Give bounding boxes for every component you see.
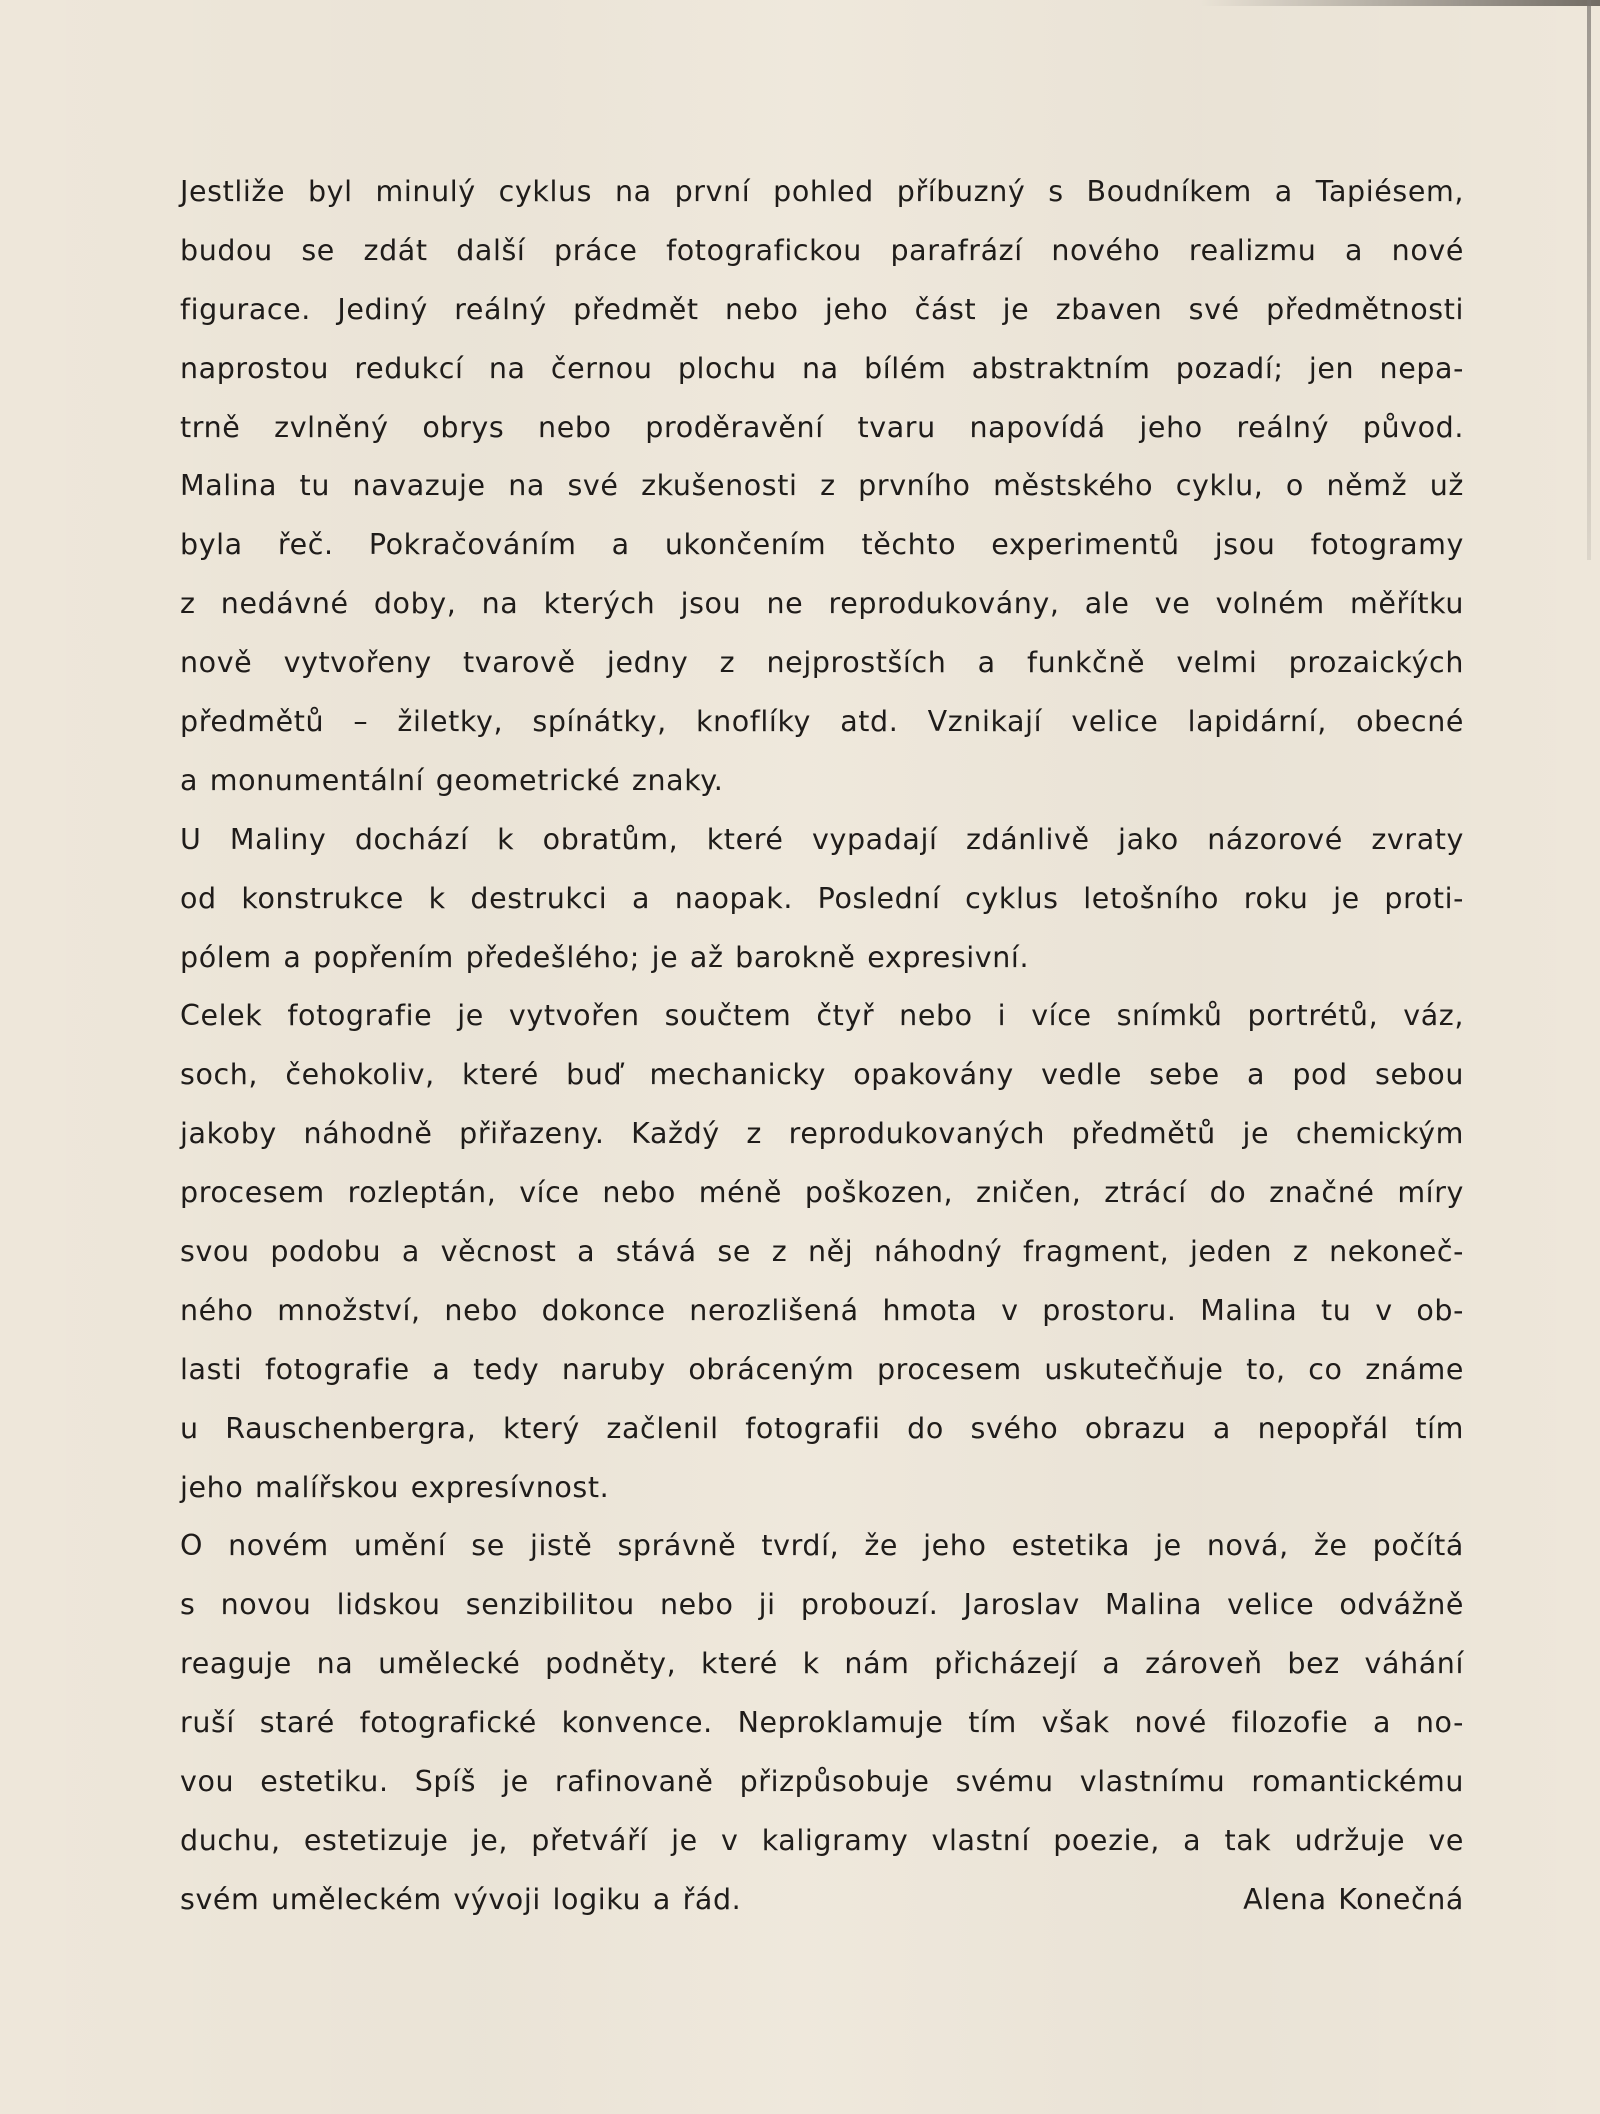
- text-line: [180, 1164, 1464, 1223]
- text-line: [180, 1635, 1464, 1694]
- text-line: [180, 1105, 1464, 1164]
- author-signature: Alena Konečná: [1243, 1882, 1464, 1916]
- text-line-content: s novou lidskou senzibilitou nebo ji probouzí. Jaroslav Malina velice odvážně: [180, 1588, 1464, 1622]
- text-line-content: U Maliny dochází k obratům, které vypadají zdánlivě jako názorové zvraty: [180, 822, 1464, 856]
- text-line-content: u Rauschenbergra, který začlenil fotografii do svého obrazu a nepopřál tím: [180, 1411, 1464, 1445]
- text-line-content: reaguje na umělecké podněty, které k nám přicházejí a zároveň bez váhání: [180, 1647, 1464, 1681]
- paragraph: [180, 987, 1464, 1517]
- text-line-content: Malina tu navazuje na své zkušenosti z prvního městského cyklu, o němž už: [180, 469, 1464, 503]
- text-line-content: O novém umění se jistě správně tvrdí, že jeho estetika je nová, že počítá: [180, 1529, 1464, 1563]
- text-line: [180, 693, 1464, 752]
- text-line-content: trně zvlněný obrys nebo proděravění tvaru napovídá jeho reálný původ.: [180, 410, 1464, 444]
- text-line: [180, 1517, 1464, 1576]
- text-line-content: od konstrukce k destrukci a naopak. Poslední cyklus letošního roku je proti-: [180, 881, 1464, 915]
- page-edge-shadow: [1200, 0, 1600, 6]
- text-line-content: vou estetiku. Spíš je rafinovaně přizpůsobuje svému vlastnímu romantickému: [180, 1765, 1464, 1799]
- text-line: [180, 1459, 1464, 1518]
- text-line-content: budou se zdát další práce fotografickou parafrází nového realizmu a nové: [180, 233, 1464, 267]
- text-line-content: pólem a popřením předešlého; je až barokně expresivní.: [180, 940, 1030, 974]
- text-line-content: předmětů – žiletky, spínátky, knoflíky atd. Vznikají velice lapidární, obecné: [180, 705, 1464, 739]
- text-line-content: a monumentální geometrické znaky.: [180, 763, 724, 797]
- text-line-content: svém uměleckém vývoji logiku a řád.: [180, 1882, 742, 1916]
- text-line: [180, 752, 1464, 811]
- text-line: [180, 163, 1464, 222]
- text-line: [180, 1576, 1464, 1635]
- text-line: [180, 1753, 1464, 1812]
- text-line: [180, 457, 1464, 516]
- text-line-content: soch, čehokoliv, které buď mechanicky opakovány vedle sebe a pod sebou: [180, 1058, 1464, 1092]
- text-line: [180, 575, 1464, 634]
- text-line-content: duchu, estetizuje je, přetváří je v kaligramy vlastní poezie, a tak udržuje ve: [180, 1823, 1464, 1857]
- text-line: [180, 281, 1464, 340]
- text-line-content: svou podobu a věcnost a stává se z něj náhodný fragment, jeden z nekoneč-: [180, 1235, 1464, 1269]
- text-line-content: ruší staré fotografické konvence. Neproklamuje tím však nové filozofie a no-: [180, 1706, 1464, 1740]
- text-line-content: nově vytvořeny tvarově jedny z nejprostších a funkčně velmi prozaických: [180, 646, 1464, 680]
- text-line: [180, 987, 1464, 1046]
- text-line: [180, 1223, 1464, 1282]
- text-line-content: Celek fotografie je vytvořen součtem čtyř nebo i více snímků portrétů, váz,: [180, 999, 1464, 1033]
- text-line: [180, 399, 1464, 458]
- text-line: [180, 1812, 1464, 1871]
- text-line-content: lasti fotografie a tedy naruby obráceným procesem uskutečňuje to, co známe: [180, 1352, 1464, 1386]
- text-line: [180, 1282, 1464, 1341]
- text-line-content: figurace. Jediný reálný předmět nebo jeho část je zbaven své předmětnosti: [180, 292, 1464, 326]
- text-line: [180, 340, 1464, 399]
- text-line-content: z nedávné doby, na kterých jsou ne reprodukovány, ale ve volném měřítku: [180, 587, 1464, 621]
- text-line: [180, 1400, 1464, 1459]
- text-line: [180, 516, 1464, 575]
- paragraph: [180, 163, 1464, 811]
- text-line-content: jakoby náhodně přiřazeny. Každý z reprodukovaných předmětů je chemickým: [180, 1117, 1464, 1151]
- text-line-content: byla řeč. Pokračováním a ukončením těchto experimentů jsou fotogramy: [180, 528, 1464, 562]
- text-line-content: ného množství, nebo dokonce nerozlišená hmota v prostoru. Malina tu v ob-: [180, 1293, 1464, 1327]
- text-line: [180, 870, 1464, 929]
- final-line-with-signature: [180, 1871, 1464, 1930]
- text-line: [180, 1046, 1464, 1105]
- text-line: [180, 634, 1464, 693]
- article-body: [180, 163, 1464, 1930]
- paragraph: [180, 811, 1464, 988]
- text-line: [180, 811, 1464, 870]
- paragraph: [180, 1517, 1464, 1929]
- text-line-content: Jestliže byl minulý cyklus na první pohled příbuzný s Boudníkem a Tapiésem,: [180, 175, 1464, 208]
- text-line: [180, 222, 1464, 281]
- text-line-content: jeho malířskou expresívnost.: [180, 1470, 610, 1504]
- text-line: [180, 1694, 1464, 1753]
- text-line-content: naprostou redukcí na černou plochu na bílém abstraktním pozadí; jen nepa-: [180, 351, 1464, 385]
- text-line: [180, 929, 1464, 988]
- text-line: [180, 1341, 1464, 1400]
- page-edge-right: [1587, 0, 1591, 560]
- text-line-content: procesem rozleptán, více nebo méně poškozen, zničen, ztrácí do značné míry: [180, 1176, 1464, 1210]
